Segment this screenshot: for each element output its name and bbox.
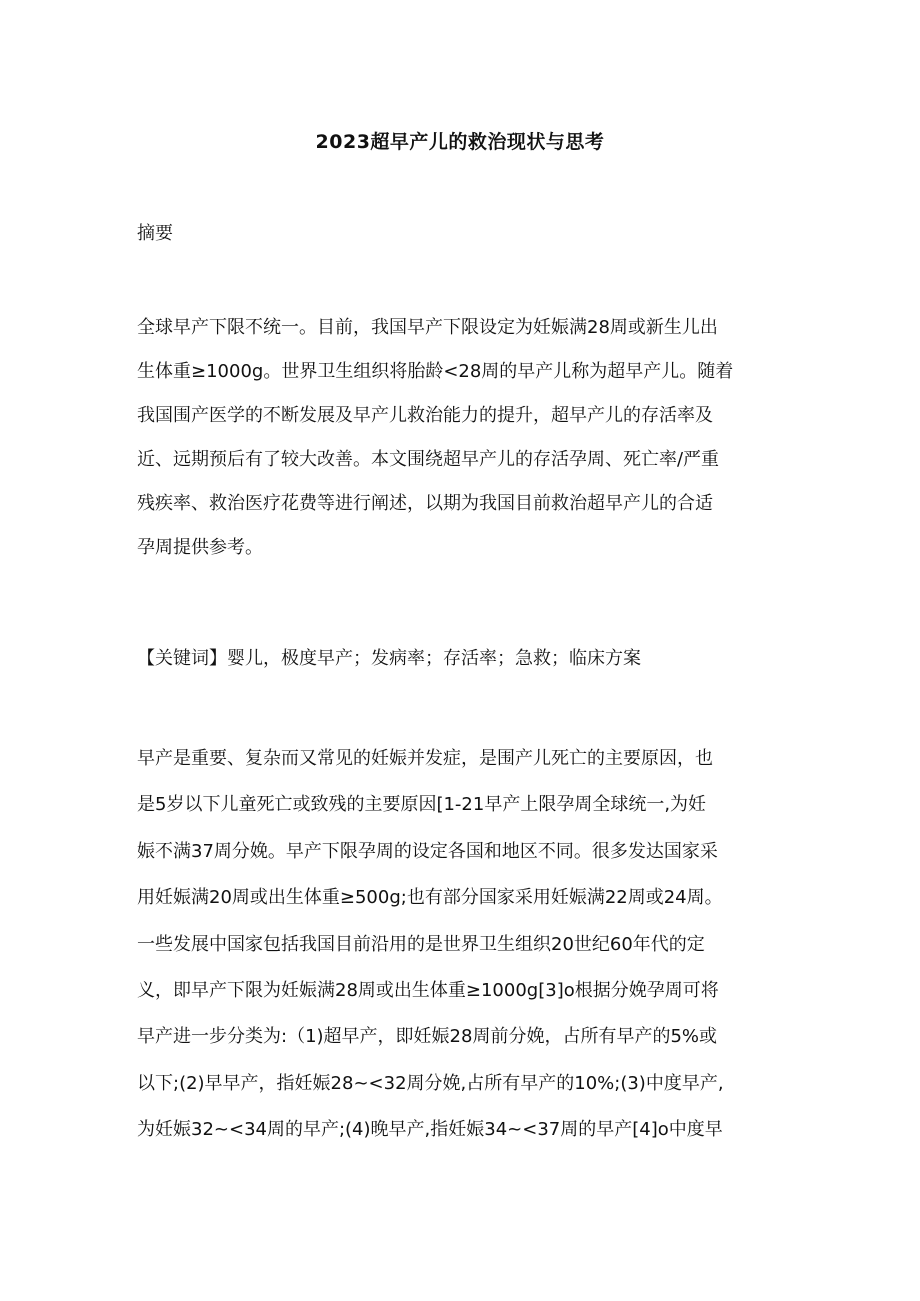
body-line: 娠不满37周分娩。早产下限孕周的设定各国和地区不同。很多发达国家采 [137,840,718,862]
body-line: 以下;(2)早早产，指妊娠28~<32周分娩,占所有早产的10%;(3)中度早产, [137,1072,724,1094]
abstract-line: 残疾率、救治医疗花费等进行阐述，以期为我国目前救治超早产儿的合适 [137,493,713,514]
body-line: 义，即早产下限为妊娠满28周或出生体重≥1000g[3]o根据分娩孕周可将 [137,979,719,1001]
abstract-paragraph [137,306,797,570]
abstract-line: 孕周提供参考。 [137,537,263,558]
keywords-line: 【关键词】婴儿，极度早产；发病率；存活率；急救；临床方案 [137,648,641,669]
abstract-line: 近、远期预后有了较大改善。本文围绕超早产儿的存活孕周、死亡率/严重 [137,449,720,470]
abstract-line: 我国围产医学的不断发展及早产儿救治能力的提升，超早产儿的存活率及 [137,405,713,426]
body-line: 为妊娠32~<34周的早产;(4)晚早产,指妊娠34~<37周的早产[4]o中度早 [137,1119,723,1141]
body-line: 早产进一步分类为:（1)超早产，即妊娠28周前分娩，占所有早产的5%或 [137,1026,717,1048]
abstract-line: 全球早产下限不统一。目前，我国早产下限设定为妊娠满28周或新生儿出 [137,317,718,338]
document-title: 2023超早产儿的救治现状与思考 [315,131,605,153]
abstract-line: 生体重≥1000g。世界卫生组织将胎龄<28周的早产儿称为超早产儿。随着 [137,361,734,382]
body-line: 一些发展中国家包括我国目前沿用的是世界卫生组织20世纪60年代的定 [137,933,705,955]
body-line: 是5岁以下儿童死亡或致残的主要原因[1-21早产上限孕周全球统一,为妊 [137,794,707,816]
body-line: 早产是重要、复杂而又常见的妊娠并发症，是围产儿死亡的主要原因，也 [137,748,713,769]
body-paragraph [137,736,797,1154]
abstract-heading: 摘要 [137,223,173,244]
body-line: 用妊娠满20周或出生体重≥500g;也有部分国家采用妊娠满22周或24周。 [137,887,723,909]
